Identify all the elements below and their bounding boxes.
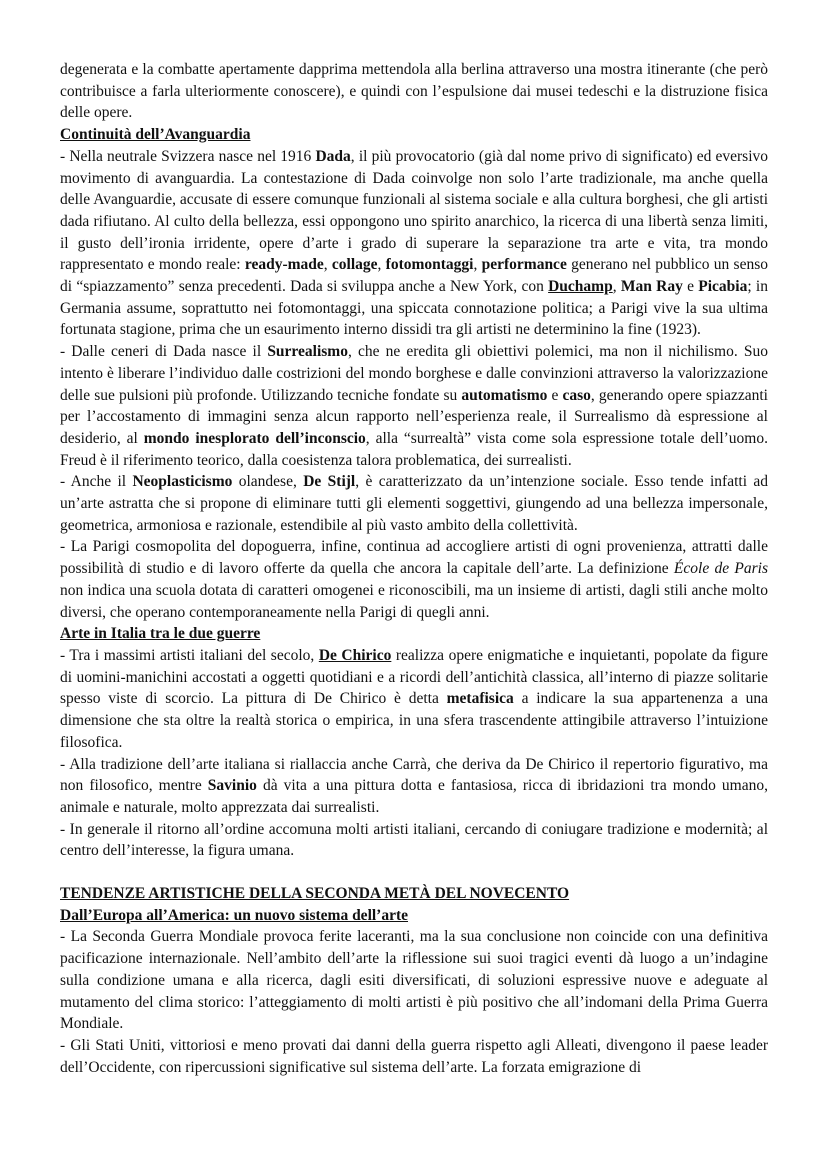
section-spacer <box>60 862 768 883</box>
paragraph-neoplasticismo <box>60 471 768 536</box>
text-run: automatismo <box>461 386 548 404</box>
paragraph-carra-savinio <box>60 754 768 819</box>
paragraph-seconda-guerra <box>60 926 768 1035</box>
text-run: e <box>682 278 699 296</box>
heading-arte-in-italia: Arte in Italia tra le due guerre <box>60 625 261 643</box>
text-run: De Chirico <box>318 646 392 664</box>
text-run: Picabia <box>698 278 748 296</box>
text-run: Man Ray <box>620 278 683 296</box>
text-run: Duchamp <box>548 278 613 296</box>
text-run: , che ne eredita gli obiettivi polemici, ma non il nichilismo. Suo intento è liberare l’individuo dalle costrizioni del mondo borghese e dalle convinzioni attraverso la valorizzazione delle sue pulsioni più profonde. Utilizzando tecniche fondate su <box>60 343 768 404</box>
text-run: , generando opere spiazzanti per l’accostamento di immagini senza alcun rapporto nell’esperienza reale, il Surrealismo dà espressione al desiderio, al <box>60 386 768 447</box>
text-run: a indicare la sua appartenenza a una dimensione che sta oltre la realtà storica o empirica, in una sfera trascendente attingibile attraverso l’intuizione filosofica. <box>60 690 768 751</box>
text-run: metafisica <box>446 690 514 708</box>
heading-europa-america: Dall’Europa all’America: un nuovo sistema dell’arte <box>60 906 409 924</box>
text-run: realizza opere enigmatiche e inquietanti, popolate da figure di uomini-manichini accostati a oggetti quotidiani e a ricordi dell’antichità classica, all’interno di piazze solitarie spesso viste di scorcio. La pittura di De Chirico è detta <box>60 646 768 708</box>
text-run: degenerata e la combatte apertamente dapprima mettendola alla berlina attraverso una mostra itinerante (che però contribuisce a farla ulteriormente conoscere), e quindi con l’espulsione dai musei tedeschi e la distruzione fisica delle opere. <box>60 61 768 122</box>
text-run: , il più provocatorio (già dal nome privo di significato) ed eversivo movimento di avanguardia. La contestazione di Dada coinvolge non solo l’arte tradizionale, ma anche quella delle Avanguardie, accusate di essere comunque funzionali al sistema sociale e alla cultura borghesi, che gli artisti dada rifiutano. Al culto della bellezza, essi oppongono uno spirito anarchico, la ricerca di una libertà senza limiti, il gusto dell’ironia irridente, opere d’arte i grado di superare la separazione tra arte e vita, tra mondo rappresentato e mondo reale: <box>60 147 768 274</box>
text-run: , è caratterizzato da un’intenzione sociale. Esso tende infatti ad un’arte astratta che si propone di eliminare tutti gli elementi soggettivi, giungendo ad una bellezza impersonale, geometrica, armoniosa e razionale, estendibile al più vasto ambito della collettività. <box>60 473 768 534</box>
paragraph-dada <box>60 146 768 341</box>
text-run: Surrealismo <box>267 343 348 361</box>
paragraph-intro <box>60 59 768 124</box>
text-run: - La Seconda Guerra Mondiale provoca ferite laceranti, ma la sua conclusione non coincide con una definitiva pacificazione internazionale. Nell’ambito dell’arte la riflessione sui suoi tragici eventi dà luogo a un’indagine sulla condizione umana e alla ricerca, dagli esiti diversificati, di soluzioni espressive nuove e adeguate al mutamento del clima storico: l’atteggiamento di molti artisti è più positivo che all’indomani della Prima Guerra Mondiale. <box>60 928 768 1033</box>
text-run: - La Parigi cosmopolita del dopoguerra, infine, continua ad accogliere artisti di ogni provenienza, attratti dalle possibilità di studio e di lavoro offerte da quella che ancora la capitale dell’arte. La definizione <box>60 538 768 578</box>
paragraph-stati-uniti <box>60 1035 768 1078</box>
text-run: - Nella neutrale Svizzera nasce nel 1916 <box>60 147 316 165</box>
text-run: Savinio <box>207 777 257 795</box>
text-run: - Tra i massimi artisti italiani del secolo, <box>60 646 319 664</box>
text-run: non indica una scuola dotata di caratteri omogenei e riconoscibili, ma un insieme di artisti, dagli stili anche molto diversi, che operano contemporaneamente nella Parigi di quegli anni. <box>60 581 768 621</box>
text-run: collage <box>331 256 378 274</box>
text-run: Dada <box>315 147 351 165</box>
text-run: - Gli Stati Uniti, vittoriosi e meno provati dai danni della guerra rispetto agli Alleati, divengono il paese leader dell’Occidente, con ripercussioni significative sul sistema dell’arte. La forzata emigrazione di <box>60 1036 768 1076</box>
text-run: , alla “surrealtà” vista come sola espressione totale dell’uomo. Freud è il riferimento teorico, dalla coesistenza talora problematica, dei surrealisti. <box>60 429 768 469</box>
text-run: Neoplasticismo <box>132 473 233 491</box>
heading-tendenze-seconda-meta: TENDENZE ARTISTICHE DELLA SECONDA METÀ DEL NOVECENTO <box>60 885 570 903</box>
heading-continuita-avanguardia: Continuità dell’Avanguardia <box>60 126 251 144</box>
text-run: generano nel pubblico un senso di “spiazzamento” senza precedenti. Dada si sviluppa anche a New York, con <box>60 256 768 296</box>
text-run: olandese, <box>232 473 304 491</box>
text-run: fotomontaggi <box>385 256 474 274</box>
text-run: performance <box>481 256 567 274</box>
text-run: - Alla tradizione dell’arte italiana si riallaccia anche Carrà, che deriva da De Chirico il repertorio figurativo, ma non filosofico, mentre <box>60 755 768 795</box>
text-run: , <box>473 256 482 274</box>
text-run: ; in Germania assume, soprattutto nei fotomontaggi, una spiccata connotazione politica; a Parigi vive la sua ultima fortunata stagione, prima che un esaurimento interno dissidi tra gli artisti ne determinino la fine (1923). <box>60 278 768 339</box>
text-run: ready-made <box>244 256 324 274</box>
text-run: , <box>323 256 332 274</box>
text-run: - Anche il <box>60 473 133 491</box>
paragraph-surrealismo <box>60 341 768 471</box>
paragraph-ecole-de-paris <box>60 536 768 623</box>
paragraph-de-chirico <box>60 645 768 754</box>
text-run: e <box>547 386 563 404</box>
text-run: dà vita a una pittura dotta e fantasiosa, ricca di ibridazioni tra mondo umano, animale e naturale, molto apprezzata dai surrealisti. <box>60 777 768 816</box>
text-run: mondo inesplorato dell’inconscio <box>143 429 366 447</box>
text-run: De Stijl <box>303 473 356 491</box>
text-run: caso <box>562 386 591 404</box>
text-run: , <box>612 278 621 296</box>
text-run: - In generale il ritorno all’ordine accomuna molti artisti italiani, cercando di coniugare tradizione e modernità; al centro dell’interesse, la figura umana. <box>60 820 768 860</box>
text-run: , <box>377 256 386 274</box>
text-run: École de Paris <box>673 560 768 578</box>
text-run: - Dalle ceneri di Dada nasce il <box>60 343 268 361</box>
paragraph-ritorno-ordine <box>60 819 768 862</box>
